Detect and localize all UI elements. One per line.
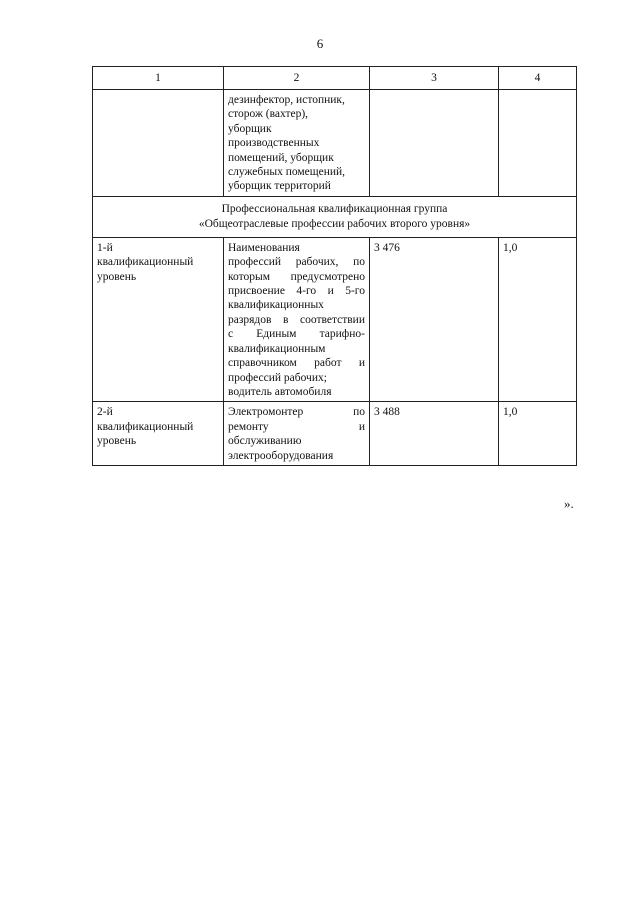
profession-line: уборщик территорий: [228, 180, 331, 193]
profession-line: сторож (вахтер),: [228, 108, 309, 121]
table-row-level-2: [93, 402, 577, 466]
level-line: квалификационный: [97, 420, 194, 433]
profession-line: производственных: [228, 137, 320, 150]
profession-line: водитель автомобиля: [228, 385, 332, 398]
profession-line: с Единым тарифно-: [228, 328, 365, 341]
level-2-coefficient-cell: 1,0: [499, 402, 577, 466]
level-line: уровень: [97, 435, 137, 448]
level-2-salary-cell: 3 488: [370, 402, 499, 466]
level-line: 1-й: [97, 241, 113, 254]
profession-line: профессий рабочих;: [228, 371, 327, 384]
profession-line: разрядов в соответствии: [228, 313, 365, 326]
qualification-group-title: [93, 196, 577, 237]
level-line: квалификационный: [97, 256, 194, 269]
continuation-level-cell: [93, 90, 224, 197]
level-line: 2-й: [97, 406, 113, 419]
profession-line: служебных помещений,: [228, 166, 346, 179]
group-header-row: [93, 196, 577, 237]
page-number: 6: [316, 36, 324, 51]
profession-line: присвоение 4-го и 5-го: [228, 285, 365, 298]
column-header-1: 1: [93, 67, 224, 90]
column-header-4: 4: [499, 67, 577, 90]
closing-quote-mark: ».: [564, 496, 574, 511]
group-title-line-2: «Общеотраслевые профессии рабочих второго уровня»: [198, 217, 471, 230]
level-1-salary-cell: 3 476: [370, 237, 499, 401]
profession-line: которым предусмотрено: [228, 270, 365, 283]
profession-line: Наименования: [228, 241, 300, 254]
column-header-2: 2: [224, 67, 370, 90]
profession-line: электрооборудования: [228, 449, 334, 462]
profession-line: уборщик: [228, 122, 272, 135]
profession-line: профессий рабочих, по: [228, 256, 365, 269]
profession-line: Электромонтер по: [228, 406, 365, 419]
table-row-level-1: [93, 237, 577, 401]
continuation-coefficient-cell: [499, 90, 577, 197]
profession-line: обслуживанию: [228, 435, 302, 448]
table-row-continuation: [93, 90, 577, 197]
group-title-line-1: Профессиональная квалификационная группа: [221, 203, 448, 216]
level-1-name-cell: [93, 237, 224, 401]
level-2-name-cell: [93, 402, 224, 466]
profession-line: дезинфектор, истопник,: [228, 94, 345, 106]
column-header-3: 3: [370, 67, 499, 90]
level-1-coefficient-cell: 1,0: [499, 237, 577, 401]
level-line: уровень: [97, 270, 137, 283]
level-2-professions-cell: [224, 402, 370, 466]
profession-line: квалификационных: [228, 299, 324, 312]
profession-line: помещений, уборщик: [228, 151, 334, 164]
document-table: [92, 66, 577, 466]
continuation-professions-cell: [224, 90, 370, 197]
continuation-salary-cell: [370, 90, 499, 197]
profession-line: квалификационным: [228, 342, 326, 355]
profession-line: справочником работ и: [228, 357, 365, 370]
profession-line: ремонту и: [228, 420, 365, 433]
level-1-professions-cell: [224, 237, 370, 401]
table-header-row: [93, 67, 577, 90]
